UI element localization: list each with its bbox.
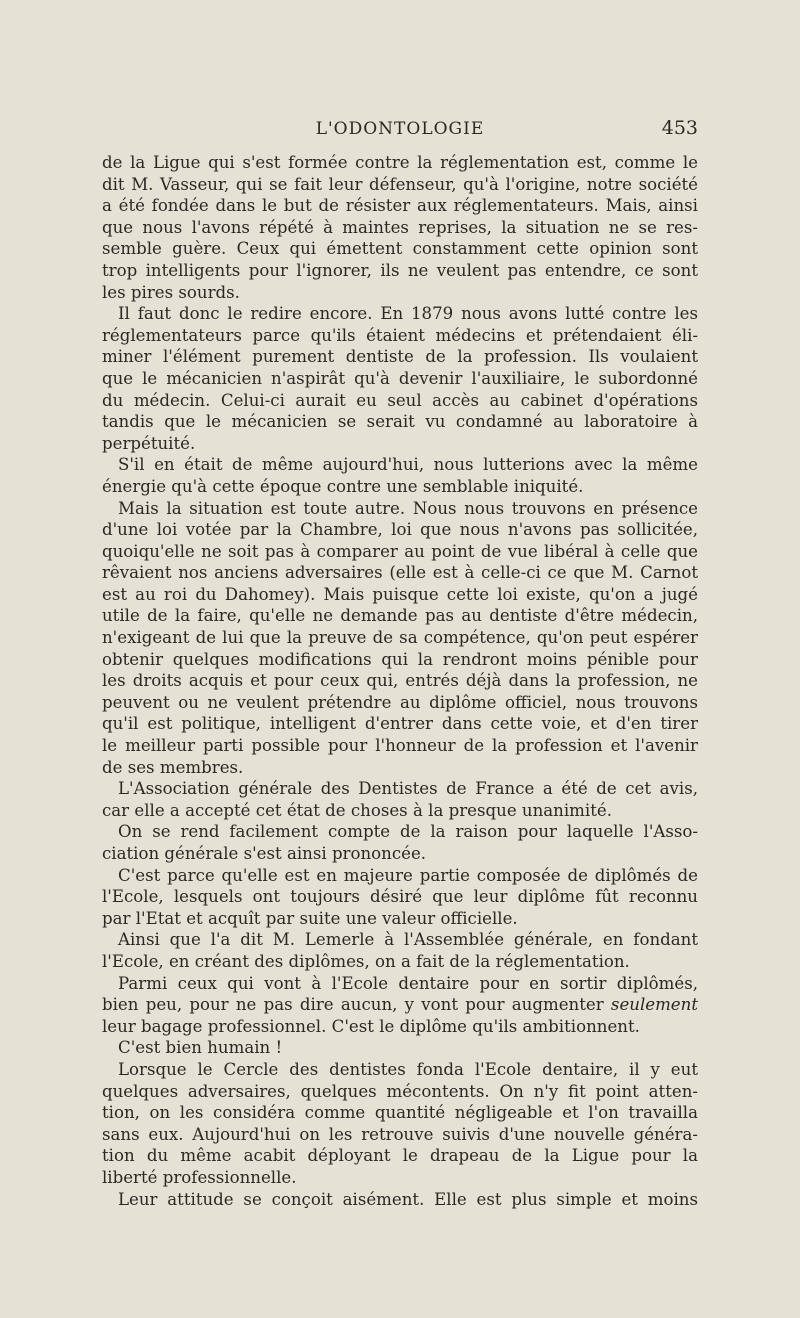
text-line-content: réglementateurs parce qu'ils étaient médecins et prétendaient éli-	[102, 325, 698, 345]
text-line-content: car elle a accepté cet état de choses à la presque unanimité.	[102, 800, 612, 820]
text-line-content: leur bagage professionnel. C'est le diplôme qu'ils ambitionnent.	[102, 1016, 640, 1036]
text-line-content: du médecin. Celui-ci aurait eu seul accès au cabinet d'opérations	[102, 390, 698, 410]
text-line	[102, 584, 698, 606]
text-line	[102, 541, 698, 563]
text-line	[102, 735, 698, 757]
text-line-content: l'Ecole, lesquels ont toujours désiré que leur diplôme fût reconnu	[102, 887, 698, 907]
text-line	[102, 1145, 698, 1167]
text-line-content: tion, on les considéra comme quantité négligeable et l'on travailla	[102, 1103, 698, 1123]
text-line	[102, 411, 698, 433]
text-line-content: les droits acquis et pour ceux qui, entrés déjà dans la profession, ne	[102, 671, 698, 691]
text-line-content: d'une loi votée par la Chambre, loi que nous n'avons pas sollicitée,	[102, 520, 698, 540]
text-line	[102, 1124, 698, 1146]
text-line-content: L'Association générale des Dentistes de France a été de cet avis,	[118, 779, 698, 799]
text-line	[102, 476, 698, 498]
text-line	[102, 973, 698, 995]
text-line-content: bien peu, pour ne pas dire aucun, y vont pour augmenter	[102, 995, 604, 1015]
text-line	[102, 1059, 698, 1081]
text-line-content: liberté professionnelle.	[102, 1167, 297, 1187]
text-line	[102, 627, 698, 649]
text-line-content: C'est bien humain !	[118, 1038, 283, 1058]
text-line	[102, 908, 698, 930]
text-line-content: quoiqu'elle ne soit pas à comparer au point de vue libéral à celle que	[102, 541, 698, 561]
text-line-content: utile de la faire, qu'elle ne demande pas au dentiste d'être médecin,	[102, 606, 698, 626]
text-line-content: est au roi du Dahomey). Mais puisque cette loi existe, qu'on a jugé	[102, 584, 698, 604]
text-line	[102, 713, 698, 735]
text-line-content: n'exigeant de lui que la preuve de sa compétence, qu'on peut espérer	[102, 628, 698, 648]
text-line	[102, 195, 698, 217]
text-line-content: S'il en était de même aujourd'hui, nous lutterions avec la même	[118, 455, 698, 475]
text-line	[102, 605, 698, 627]
text-line-content: énergie qu'à cette époque contre une semblable iniquité.	[102, 476, 584, 496]
text-line-content: peuvent ou ne veulent prétendre au diplôme officiel, nous trouvons	[102, 692, 698, 712]
text-line-content: C'est parce qu'elle est en majeure partie composée de diplômés de	[118, 865, 698, 885]
text-line	[102, 994, 698, 1016]
text-line	[102, 152, 698, 174]
text-line	[102, 303, 698, 325]
text-line	[102, 951, 698, 973]
text-line-content: sans eux. Aujourd'hui on les retrouve suivis d'une nouvelle généra-	[102, 1124, 698, 1144]
text-line-content: Mais la situation est toute autre. Nous nous trouvons en présence	[118, 498, 698, 518]
text-line-content: que nous l'avons répété à maintes reprises, la situation ne se res-	[102, 217, 698, 237]
text-line	[102, 800, 698, 822]
text-line	[102, 433, 698, 455]
text-line-content: par l'Etat et acquît par suite une valeur officielle.	[102, 908, 518, 928]
text-line-content: trop intelligents pour l'ignorer, ils ne veulent pas entendre, ce sont	[102, 260, 698, 280]
text-line	[102, 778, 698, 800]
text-line-content: tandis que le mécanicien se serait vu condamné au laboratoire à	[102, 412, 698, 432]
page-header	[102, 117, 698, 143]
text-line	[102, 1081, 698, 1103]
text-line-content: semble guère. Ceux qui émettent constamment cette opinion sont	[102, 239, 698, 259]
text-line	[102, 1167, 698, 1189]
text-line	[102, 260, 698, 282]
text-line	[102, 325, 698, 347]
text-line-content: On se rend facilement compte de la raison pour laquelle l'Asso-	[118, 822, 698, 842]
text-line-content: tion du même acabit déployant le drapeau de la Ligue pour la	[102, 1146, 698, 1166]
text-line	[102, 929, 698, 951]
text-line-content: de la Ligue qui s'est formée contre la réglementation est, comme le	[102, 153, 698, 172]
text-line-content: miner l'élément purement dentiste de la profession. Ils voulaient	[102, 347, 698, 367]
text-line	[102, 1016, 698, 1038]
text-line	[102, 454, 698, 476]
text-line	[102, 390, 698, 412]
text-line-content: obtenir quelques modifications qui la rendront moins pénible pour	[102, 649, 698, 669]
text-line	[102, 865, 698, 887]
text-line	[102, 821, 698, 843]
text-line-content: Ainsi que l'a dit M. Lemerle à l'Assemblée générale, en fondant	[118, 930, 698, 950]
body-text	[102, 152, 698, 1210]
text-line	[102, 1102, 698, 1124]
text-line-content: perpétuité.	[102, 433, 196, 453]
text-line	[102, 670, 698, 692]
text-line	[102, 757, 698, 779]
text-line	[102, 843, 698, 865]
text-line-content: de ses membres.	[102, 757, 244, 777]
text-line-content: les pires sourds.	[102, 282, 240, 302]
text-line-content: ciation générale s'est ainsi prononcée.	[102, 844, 427, 863]
text-line	[102, 346, 698, 368]
text-line-content: Lorsque le Cercle des dentistes fonda l'Ecole dentaire, il y eut	[118, 1059, 698, 1079]
text-line	[102, 368, 698, 390]
text-line-content: Il faut donc le redire encore. En 1879 nous avons lutté contre les	[118, 304, 698, 324]
text-line	[102, 498, 698, 520]
text-line-content: Parmi ceux qui vont à l'Ecole dentaire pour en sortir diplômés,	[118, 973, 698, 993]
text-line-content: Leur attitude se conçoit aisément. Elle est plus simple et moins	[118, 1189, 698, 1209]
text-line	[102, 692, 698, 714]
text-line-content: rêvaient nos anciens adversaires (elle est à celle-ci ce que M. Carnot	[102, 563, 698, 583]
text-line	[102, 649, 698, 671]
text-line-content: a été fondée dans le but de résister aux réglementateurs. Mais, ainsi	[102, 196, 698, 216]
text-line-content: dit M. Vasseur, qui se fait leur défenseur, qu'à l'origine, notre société	[102, 174, 698, 194]
text-line-content: que le mécanicien n'aspirât qu'à devenir l'auxiliaire, le subordonné	[102, 368, 698, 388]
text-line-content: l'Ecole, en créant des diplômes, on a fait de la réglementation.	[102, 951, 630, 971]
page-number: 453	[661, 117, 698, 139]
italic-word: seulement	[610, 995, 698, 1015]
text-line-content: quelques adversaires, quelques mécontents. On n'y fit point atten-	[102, 1081, 698, 1101]
text-line	[102, 562, 698, 584]
text-line	[102, 238, 698, 260]
text-line	[102, 519, 698, 541]
text-line	[102, 1189, 698, 1211]
running-title: L'ODONTOLOGIE	[315, 119, 485, 139]
text-line	[102, 174, 698, 196]
text-line	[102, 217, 698, 239]
text-line-content: qu'il est politique, intelligent d'entrer dans cette voie, et d'en tirer	[102, 714, 698, 734]
text-line	[102, 886, 698, 908]
text-line	[102, 1037, 698, 1059]
text-line-content: le meilleur parti possible pour l'honneur de la profession et l'avenir	[102, 736, 698, 756]
text-line	[102, 282, 698, 304]
